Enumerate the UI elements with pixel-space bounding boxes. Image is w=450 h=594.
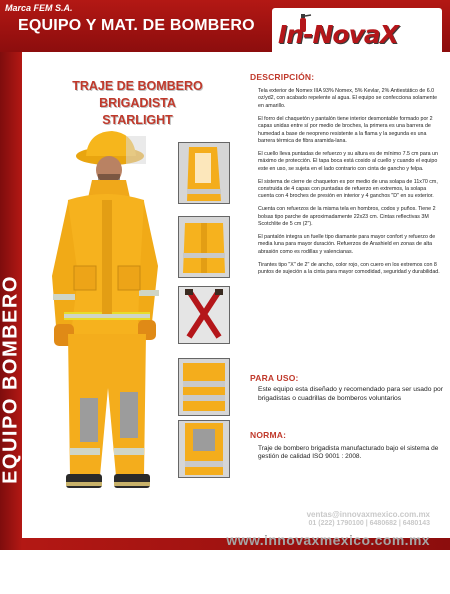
brand-line: Marca FEM S.A. — [5, 3, 73, 13]
catalog-title: EQUIPO Y MAT. DE BOMBERO — [18, 17, 255, 34]
firefighter-suit-photo — [40, 126, 175, 498]
detail-sleeve-photo — [178, 358, 230, 416]
contact-phones: 01 (222) 1790100 | 6480682 | 6480143 — [308, 520, 430, 527]
use-text: Este equipo esta diseñado y recomendado para ser usado por brigadistas o cuadrillas de bomberos voluntarios — [258, 386, 443, 402]
contact-email: ventas@innovaxmexico.com.mx — [306, 510, 430, 519]
logo-wordmark: In-NovaX — [278, 20, 399, 49]
description-paragraph: El cuello lleva puntadas de refuerzo y su altura es de mínimo 7.5 cm para un máximo de protección. El tapa boca está cosido al cuello y cuando el equipo este en uso, se sujeta en el lado contrario con cinta de gancho y felpa. — [258, 150, 438, 172]
description-heading: DESCRIPCIÓN: — [250, 72, 315, 82]
norma-text: Traje de bombero brigadista manufacturado bajo el sistema de gestión de calidad ISO 9001 : 2008. — [258, 445, 439, 461]
description-paragraph: Cuenta con refuerzos de la misma tela en hombros, codos y puños. Tiene 2 bolsas tipo parche de aproximadamente 22x23 cm. Cintas reflectivas 3M Scotchlite de 5 cm (2"). — [258, 206, 436, 228]
page-number: 22 — [2, 582, 15, 594]
description-paragraph: El sistema de cierre de chaqueton es por medio de una solapa de 11x70 cm, construida de 4 capas con puntadas de refuerzo en extremos, la solapa cuenta con 4 broches de presión en interior y 4 ganchos "D" en su exterior. — [258, 178, 438, 200]
description-body — [258, 88, 442, 282]
detail-suspenders-photo — [178, 286, 230, 344]
description-paragraph: Tela exterior de Nomex IIIA 93% Nomex, 5% Kevlar, 2% Antiestático de 6.0 oz/yd2, con acabado repelente al agua. El equipo se confecciona solamente en amarillo. — [258, 88, 438, 109]
product-title-line1: TRAJE DE BOMBERO BRIGADISTA — [72, 79, 203, 110]
use-heading: PARA USO: — [250, 373, 299, 383]
description-paragraph: El pantalón integra un fuelle tipo diamante para mayor confort y refuerzo de media luna para mayor duración. Refuerzos de Arashield en zonas de alta abrasión como es rodillas y valencianas. — [258, 234, 436, 255]
product-title — [40, 78, 235, 129]
description-paragraph: Tirantes tipo "X" de 2" de ancho, color rojo, con cuero en los extremos con 8 puntos de sujeción a la cinta para mayor comodidad, seguridad y durabilidad. — [258, 261, 440, 276]
innovax-logo — [272, 8, 442, 58]
left-spine — [0, 52, 22, 594]
detail-trouser-photo — [178, 420, 230, 478]
description-paragraph: El forro del chaquetón y pantalón tiene interior desmontable formado por 2 capas unidas entre sí por medio de broches, la primera es una barrera de humedad a base de neopreno resistente a la flama y la segunda es una barrera térmica de fibra aramida-lana. — [258, 115, 433, 144]
product-title-line2: STARLIGHT — [102, 113, 173, 127]
norma-heading: NORMA: — [250, 430, 287, 440]
detail-jacket-photo — [178, 216, 230, 278]
spine-label: EQUIPO BOMBERO — [0, 275, 22, 484]
detail-collar-photo — [178, 142, 230, 204]
website-url: www.innovaxmexico.com.mx — [226, 532, 430, 548]
